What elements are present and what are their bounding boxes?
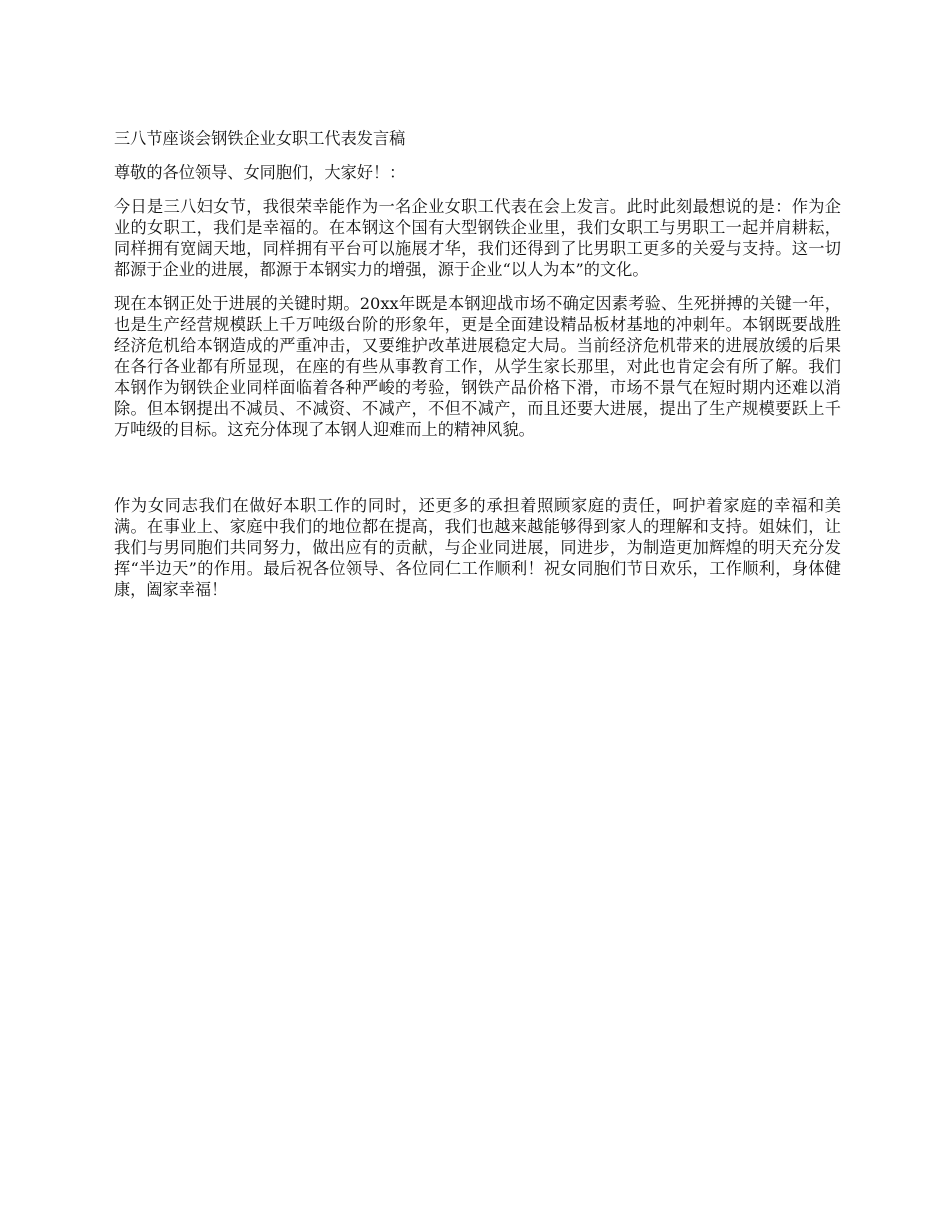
document-title: 三八节座谈会钢铁企业女职工代表发言稿 [114, 129, 406, 148]
greeting-line: 尊敬的各位领导、女同胞们，大家好！： [114, 163, 406, 182]
paragraph-gap [114, 453, 841, 495]
paragraph-2: 现在本钢正处于进展的关键时期。20xx年既是本钢迎战市场不确定因素考验、生死拼搏的关键一年，也是生产经营规模跃上千万吨级台阶的形象年，更是全面建设精品板材基地的冲刺年。本钢既要战胜经济危机给本钢造成的严重冲击，又要维护改革进展稳定大局。当前经济危机带来的进展放缓的后果在各行各业都有所显现，在座的有些从事教育工作，从学生家长那里，对此也肯定会有所了解。我们本钢作为钢铁企业同样面临着各种严峻的考验，钢铁产品价格下滑，市场不景气在短时期内还难以消除。但本钢提出不减员、不减资、不减产，不但不减产，而且还要大进展，提出了生产规模要跃上千万吨级的目标。这充分体现了本钢人迎难而上的精神风貌。 [114, 294, 841, 439]
paragraph-3: 作为女同志我们在做好本职工作的同时，还更多的承担着照顾家庭的责任，呵护着家庭的幸福和美满。在事业上、家庭中我们的地位都在提高，我们也越来越能够得到家人的理解和支持。姐妹们，让我们与男同胞们共同努力，做出应有的贡献，与企业同进展，同进步，为制造更加辉煌的明天充分发挥“半边天”的作用。最后祝各位领导、各位同仁工作顺利！祝女同胞们节日欢乐，工作顺利，身体健康，阖家幸福！ [114, 496, 841, 599]
paragraph-1: 今日是三八妇女节，我很荣幸能作为一名企业女职工代表在会上发言。此时此刻最想说的是：作为企业的女职工，我们是幸福的。在本钢这个国有大型钢铁企业里，我们女职工与男职工一起并肩耕耘，同样拥有宽阔天地，同样拥有平台可以施展才华，我们还得到了比男职工更多的关爱与支持。这一切都源于企业的进展，都源于本钢实力的增强，源于企业“以人为本”的文化。 [114, 197, 841, 279]
document-body [114, 128, 841, 613]
